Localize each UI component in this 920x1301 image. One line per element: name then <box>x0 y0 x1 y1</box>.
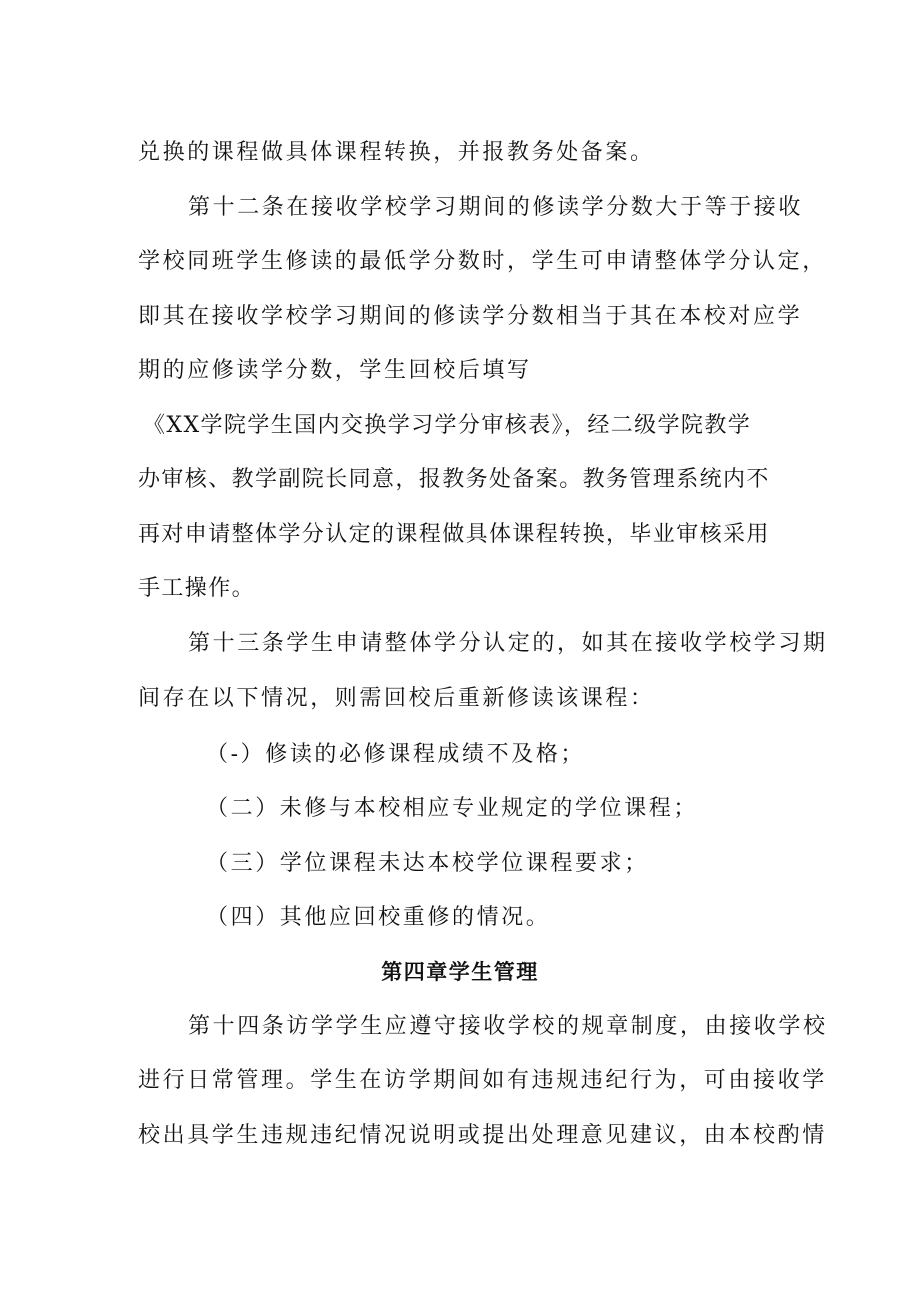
list-item: （三）学位课程未达本校学位课程要求； <box>206 851 649 876</box>
text-line: 即其在接收学校学习期间的修读学分数相当于其在本校对应学 <box>138 304 803 329</box>
article-14-start: 第十四条访学学生应遵守接收学校的规章制度，由接收学校 <box>188 1014 828 1039</box>
text-line: 兑换的课程做具体课程转换，并报教务处备案。 <box>138 140 655 165</box>
text-line: 再对申请整体学分认定的课程做具体课程转换，毕业审核采用 <box>138 522 770 547</box>
list-item: （-）修读的必修课程成绩不及格； <box>206 742 586 767</box>
chapter-heading: 第四章学生管理 <box>381 960 539 984</box>
text-line: 办审核、教学副院长同意，报教务处备案。教务管理系统内不 <box>138 467 770 492</box>
text-line: 进行日常管理。学生在访学期间如有违规违纪行为，可由接收学 <box>138 1068 827 1093</box>
article-12-start: 第十二条在接收学校学习期间的修读学分数大于等于接收 <box>188 195 804 220</box>
text-line: 《XX学院学生国内交换学习学分审核表》，经二级学院教学 <box>143 413 752 438</box>
text-line: 手工操作。 <box>138 576 256 601</box>
article-13-start: 第十三条学生申请整体学分认定的，如其在接收学校学习期 <box>188 631 828 656</box>
text-line: 校出具学生违规违纪情况说明或提出处理意见建议，由本校酌情 <box>138 1123 827 1148</box>
text-line: 间存在以下情况，则需回校后重新修读该课程： <box>138 686 655 711</box>
text-line: 学校同班学生修读的最低学分数时，学生可申请整体学分认定， <box>138 249 827 274</box>
list-item: （四）其他应回校重修的情况。 <box>206 905 551 930</box>
list-item: （二）未修与本校相应专业规定的学位课程； <box>206 796 699 821</box>
text-line: 期的应修读学分数，学生回校后填写 <box>138 358 532 383</box>
